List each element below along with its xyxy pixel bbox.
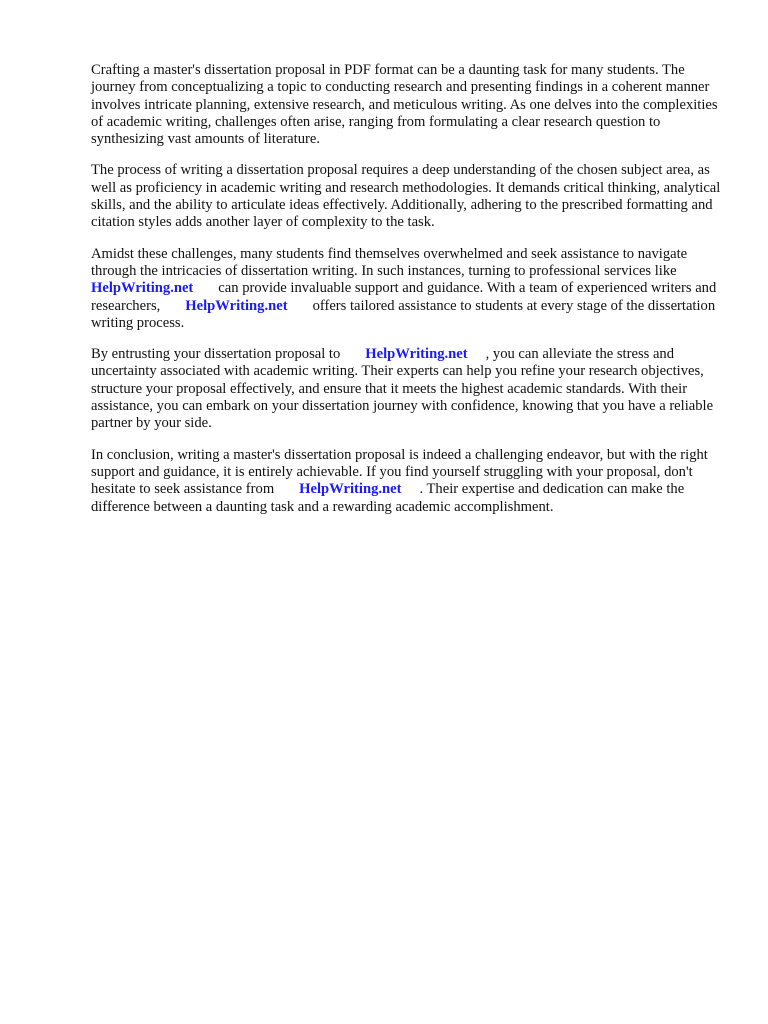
helpwriting-link[interactable]: HelpWriting.net [365,346,468,363]
paragraph-process-text: The process of writing a dissertation proposal requires a deep understanding of the chosen subject area, as well as proficiency in academic writing and research methodologies. It demands critical thinking, analytical skills, and the ability to articulate ideas effectively. Additionally, adhering to the prescribed formatting and citation styles adds another layer of complexity to the task. [91,162,721,231]
helpwriting-link[interactable]: HelpWriting.net [185,297,288,314]
paragraph-conclusion [91,447,723,516]
paragraph-challenges-text-c: offers tailored assistance to students at every stage of the dissertation writing process. [91,297,716,331]
paragraph-challenges [91,246,723,332]
paragraph-intro [91,62,723,148]
paragraph-process [91,162,723,231]
paragraph-entrusting-text-a: By entrusting your dissertation proposal to [91,346,341,363]
helpwriting-link[interactable]: HelpWriting.net [299,481,402,498]
paragraph-challenges-text-b: can provide invaluable support and guidance. With a team of experienced writers and researchers, [91,280,717,314]
paragraph-entrusting [91,346,723,432]
document-body [91,62,723,530]
paragraph-challenges-text-a: Amidst these challenges, many students find themselves overwhelmed and seek assistance to navigate through the intricacies of dissertation writing. In such instances, turning to professional services like [91,245,688,279]
paragraph-intro-text: Crafting a master's dissertation proposal in PDF format can be a daunting task for many students. The journey from conceptualizing a topic to conducting research and presenting findings in a coherent manner involves intricate planning, extensive research, and meticulous writing. As one delves into the complexities of academic writing, challenges often arise, ranging from formulating a clear research question to synthesizing vast amounts of literature. [91,62,718,148]
helpwriting-link[interactable]: HelpWriting.net [91,280,194,297]
paragraph-conclusion-text-b: . Their expertise and dedication can make the difference between a daunting task and a rewarding academic accomplishment. [91,481,685,515]
paragraph-conclusion-text-a: In conclusion, writing a master's dissertation proposal is indeed a challenging endeavor, but with the right support and guidance, it is entirely achievable. If you find yourself struggling with your proposal, don't hesitate to seek assistance from [91,446,708,498]
paragraph-entrusting-text-b: , you can alleviate the stress and uncertainty associated with academic writing. Their experts can help you refine your research objectives, structure your proposal effectively, and ensure that it meets the highest academic standards. With their assistance, you can embark on your dissertation journey with confidence, knowing that you have a reliable partner by your side. [91,346,714,432]
